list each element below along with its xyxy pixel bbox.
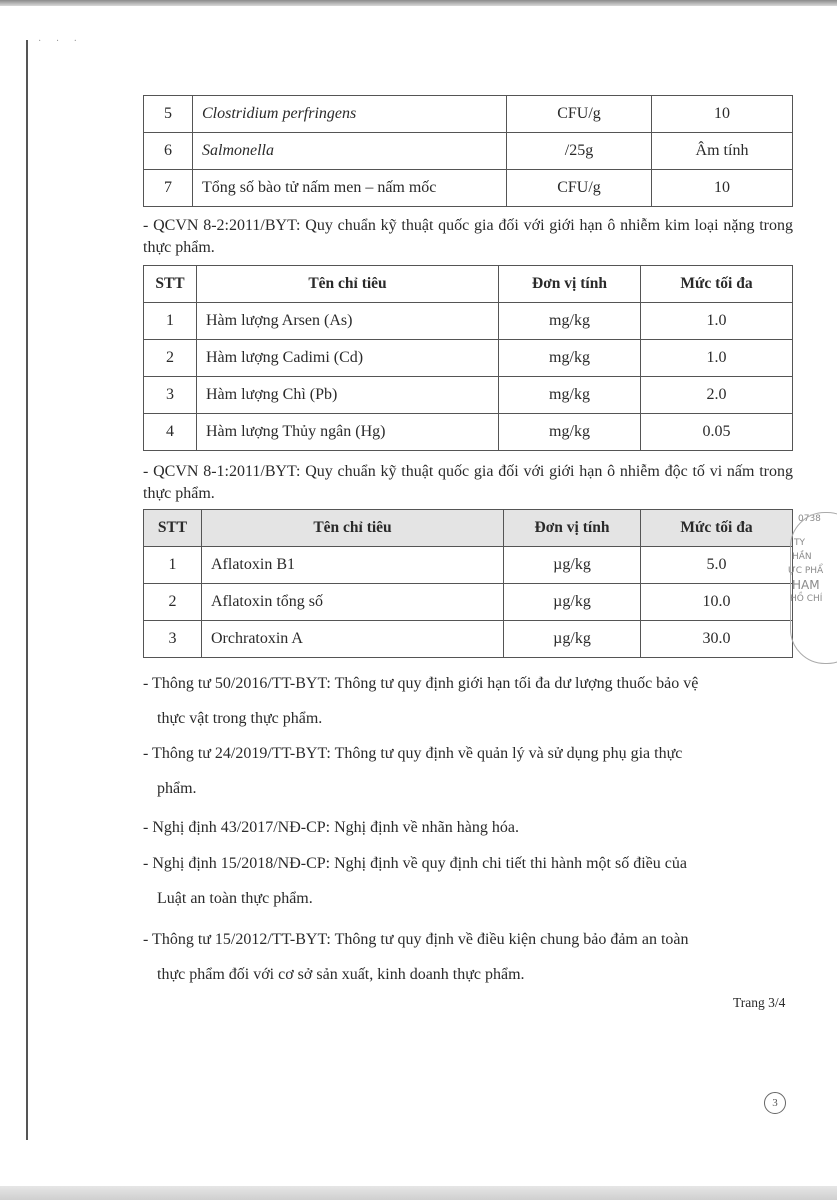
scan-top-edge [0,0,837,6]
stt-cell: 2 [144,584,202,621]
stamp-ring [790,512,837,664]
value-cell: 10 [652,170,793,207]
table-row [144,340,793,377]
unit-cell: µg/kg [504,584,641,621]
table-header-row [144,266,793,303]
header-name: Tên chỉ tiêu [202,510,504,547]
name-cell: Clostridium perfringens [193,96,507,133]
mycotoxin-standard-text: - QCVN 8-1:2011/BYT: Quy chuẩn kỹ thuật quốc gia đối với giới hạn ô nhiễm độc tố vi nấm trong thực phẩm. [143,463,793,502]
reference-line: - Nghị định 15/2018/NĐ-CP: Nghị định về quy định chi tiết thi hành một số điều của [143,855,687,872]
name-cell: Hàm lượng Cadimi (Cd) [197,340,499,377]
table-row [144,547,793,584]
reference-line: thực vật trong thực phẩm. [157,710,323,727]
mycotoxin-table [143,509,793,658]
scan-left-edge [26,40,28,1140]
value-cell: 1.0 [641,340,793,377]
stt-cell: 6 [144,133,193,170]
reference-item [143,922,793,992]
stamp-text: 0738 [798,514,821,524]
table-header-row [144,510,793,547]
reference-line: - Thông tư 15/2012/TT-BYT: Thông tư quy định về điều kiện chung bảo đảm an toàn [143,931,689,948]
heavy-metal-standard-text: - QCVN 8-2:2011/BYT: Quy chuẩn kỹ thuật quốc gia đối với giới hạn ô nhiễm kim loại nặng trong thực phẩm. [143,217,793,256]
corner-mark: 3 [764,1092,786,1114]
header-unit: Đơn vị tính [504,510,641,547]
reference-line: - Nghị định 43/2017/NĐ-CP: Nghị định về nhãn hàng hóa. [143,819,519,836]
unit-cell: /25g [507,133,652,170]
reference-line: - Thông tư 50/2016/TT-BYT: Thông tư quy định giới hạn tối đa dư lượng thuốc bảo vệ [143,675,699,692]
header-unit: Đơn vị tính [499,266,641,303]
stt-cell: 2 [144,340,197,377]
table-row [144,621,793,658]
reference-line: - Thông tư 24/2019/TT-BYT: Thông tư quy định về quản lý và sử dụng phụ gia thực [143,745,683,762]
name-cell: Aflatoxin B1 [202,547,504,584]
unit-cell: µg/kg [504,547,641,584]
stt-cell: 1 [144,303,197,340]
name-cell: Salmonella [193,133,507,170]
unit-cell: mg/kg [499,414,641,451]
value-cell: 5.0 [641,547,793,584]
stt-cell: 7 [144,170,193,207]
header-stt: STT [144,266,197,303]
stt-cell: 3 [144,621,202,658]
table-row [144,377,793,414]
stt-cell: 4 [144,414,197,451]
value-cell: 1.0 [641,303,793,340]
stamp-text: HAM [792,578,820,592]
unit-cell: mg/kg [499,340,641,377]
unit-cell: CFU/g [507,170,652,207]
scan-specks: · · · [38,36,83,47]
name-cell: Hàm lượng Thủy ngân (Hg) [197,414,499,451]
value-cell: 2.0 [641,377,793,414]
reference-item [143,846,793,916]
name-cell: Aflatoxin tổng số [202,584,504,621]
name-cell: Hàm lượng Arsen (As) [197,303,499,340]
heavy-metal-table [143,265,793,451]
reference-line: thực phẩm đối với cơ sở sản xuất, kinh doanh thực phẩm. [157,966,525,983]
value-cell: 10 [652,96,793,133]
microbiology-table [143,95,793,207]
header-value: Mức tối đa [641,266,793,303]
table-row [144,170,793,207]
value-cell: Âm tính [652,133,793,170]
value-cell: 10.0 [641,584,793,621]
header-stt: STT [144,510,202,547]
name-cell: Tổng số bào tử nấm men – nấm mốc [193,170,507,207]
unit-cell: µg/kg [504,621,641,658]
reference-item [143,666,793,736]
stamp-text: HẦN [792,552,812,562]
unit-cell: mg/kg [499,303,641,340]
reference-item [143,736,793,806]
name-cell: Hàm lượng Chì (Pb) [197,377,499,414]
table-row [144,303,793,340]
unit-cell: mg/kg [499,377,641,414]
reference-item [143,810,793,845]
value-cell: 0.05 [641,414,793,451]
table-row [144,96,793,133]
name-cell: Orchratoxin A [202,621,504,658]
stt-cell: 3 [144,377,197,414]
stamp-text: TY [794,538,805,548]
company-stamp [780,512,837,662]
stt-cell: 5 [144,96,193,133]
table-row [144,133,793,170]
stamp-text: HỒ CHÍ [790,594,823,604]
reference-line: phẩm. [157,780,197,797]
stamp-text: ỰC PHẨ [788,566,824,576]
value-cell: 30.0 [641,621,793,658]
page-number: Trang 3/4 [733,995,786,1010]
header-value: Mức tối đa [641,510,793,547]
scan-bottom-edge [0,1186,837,1200]
reference-line: Luật an toàn thực phẩm. [157,890,313,907]
unit-cell: CFU/g [507,96,652,133]
table-row [144,584,793,621]
stt-cell: 1 [144,547,202,584]
header-name: Tên chỉ tiêu [197,266,499,303]
table-row [144,414,793,451]
